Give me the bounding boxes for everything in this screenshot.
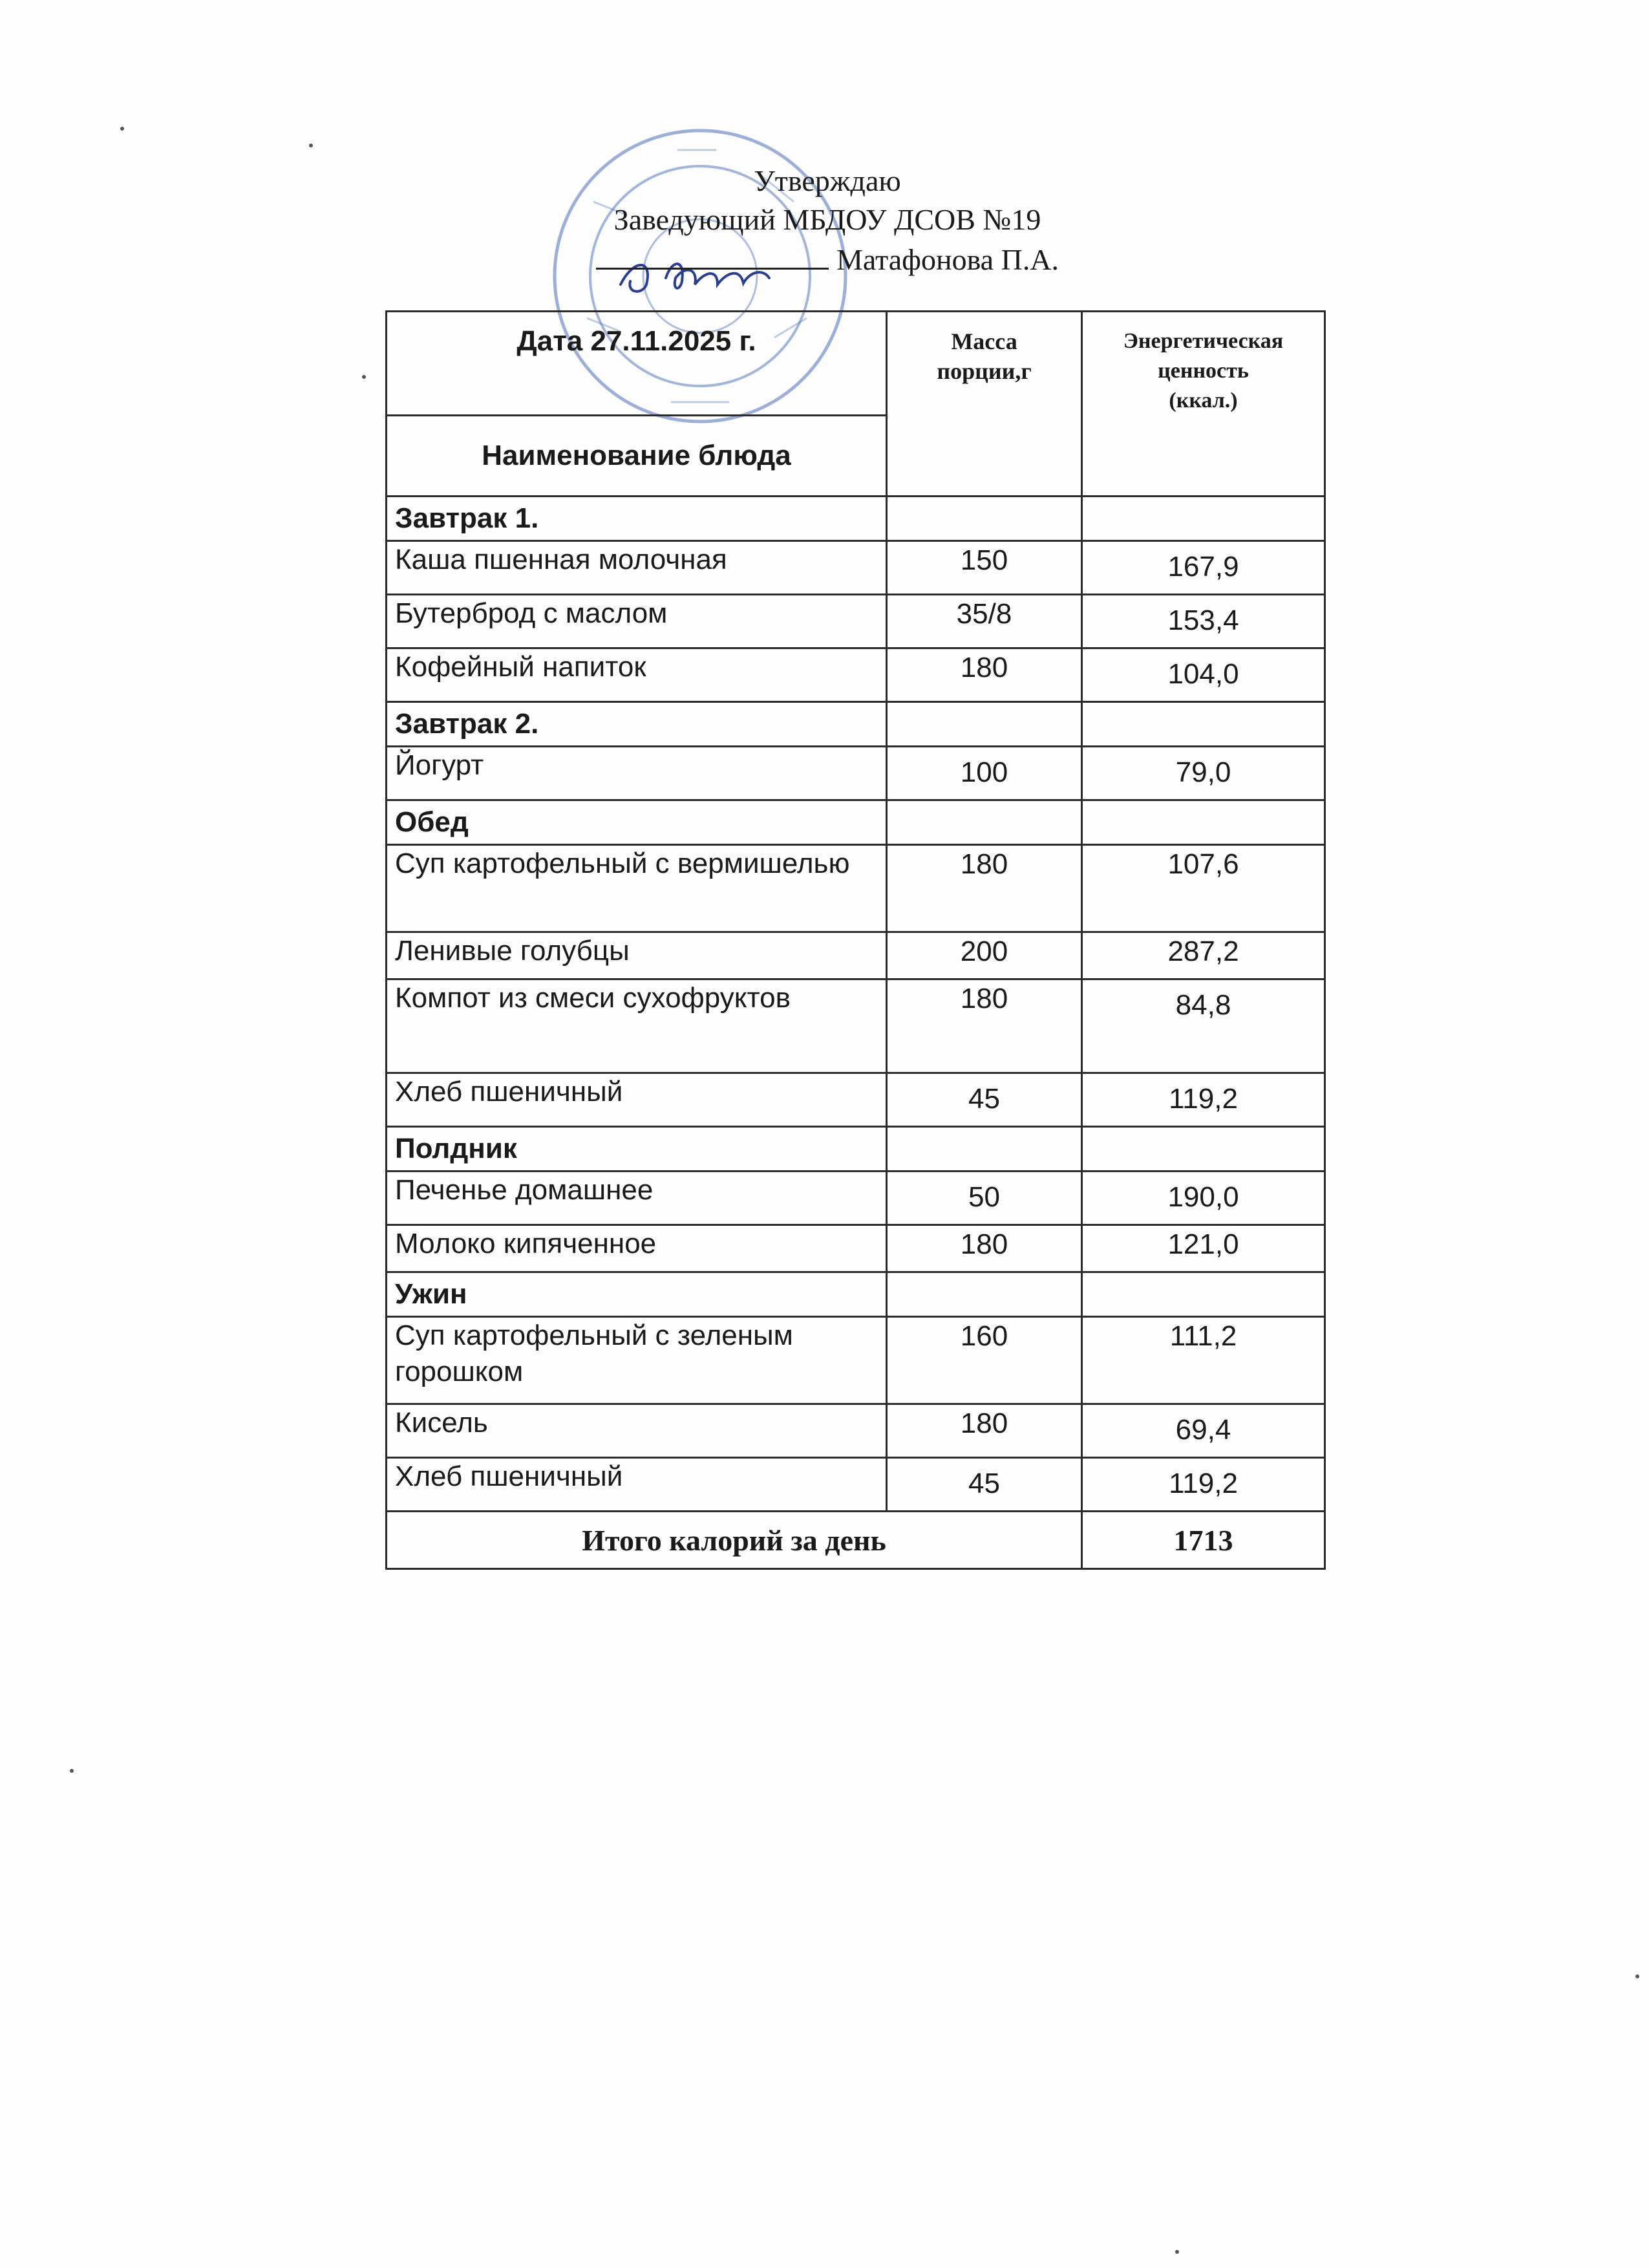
scan-speck <box>1635 1974 1639 1978</box>
table-row <box>387 845 1325 932</box>
table-row <box>387 541 1325 595</box>
dish-energy: 153,4 <box>1082 595 1325 648</box>
total-value: 1713 <box>1082 1512 1325 1569</box>
dish-energy: 287,2 <box>1082 932 1325 979</box>
section-title: Завтрак 1. <box>387 497 887 541</box>
menu-date: Дата 27.11.2025 г. <box>387 312 887 416</box>
table-row <box>387 595 1325 648</box>
section-row <box>387 702 1325 747</box>
mass-header-line1: Масса <box>951 328 1017 354</box>
dish-name: Ленивые голубцы <box>387 932 887 979</box>
energy-header <box>1082 312 1325 497</box>
approval-signature-line <box>504 239 1151 279</box>
dish-energy: 111,2 <box>1082 1317 1325 1404</box>
dish-energy: 107,6 <box>1082 845 1325 932</box>
dish-mass: 35/8 <box>887 595 1082 648</box>
table-row <box>387 1171 1325 1225</box>
dish-name-header: Наименование блюда <box>387 416 887 497</box>
scan-speck <box>362 375 366 379</box>
dish-name: Хлеб пшеничный <box>387 1458 887 1512</box>
section-row <box>387 497 1325 541</box>
dish-energy: 119,2 <box>1082 1073 1325 1127</box>
section-row <box>387 1127 1325 1171</box>
dish-mass: 180 <box>887 648 1082 702</box>
dish-energy: 69,4 <box>1082 1404 1325 1458</box>
approval-position: Заведующий МБДОУ ДСОВ №19 <box>613 203 1041 236</box>
dish-mass: 45 <box>887 1073 1082 1127</box>
dish-name: Печенье домашнее <box>387 1171 887 1225</box>
energy-header-line3: (ккал.) <box>1169 389 1238 412</box>
dish-name: Каша пшенная молочная <box>387 541 887 595</box>
dish-energy: 167,9 <box>1082 541 1325 595</box>
dish-name: Хлеб пшеничный <box>387 1073 887 1127</box>
dish-mass: 100 <box>887 747 1082 800</box>
energy-header-line2: ценность <box>1158 359 1249 383</box>
approver-name: Матафонова П.А. <box>836 243 1059 276</box>
table-row <box>387 1458 1325 1512</box>
dish-name: Кисель <box>387 1404 887 1458</box>
dish-name: Йогурт <box>387 747 887 800</box>
signature-blank <box>596 239 829 270</box>
total-row <box>387 1512 1325 1569</box>
scan-speck <box>1175 2250 1179 2254</box>
dish-name: Кофейный напиток <box>387 648 887 702</box>
section-title: Полдник <box>387 1127 887 1171</box>
table-row <box>387 1317 1325 1404</box>
dish-name: Суп картофельный с вермишелью <box>387 845 887 932</box>
section-row <box>387 1272 1325 1317</box>
approval-block <box>504 162 1151 279</box>
section-row <box>387 800 1325 845</box>
table-row <box>387 1073 1325 1127</box>
dish-mass: 45 <box>887 1458 1082 1512</box>
dish-mass: 50 <box>887 1171 1082 1225</box>
dish-energy: 190,0 <box>1082 1171 1325 1225</box>
dish-mass: 180 <box>887 979 1082 1073</box>
dish-mass: 160 <box>887 1317 1082 1404</box>
dish-energy: 104,0 <box>1082 648 1325 702</box>
menu-table <box>385 310 1326 1570</box>
scan-speck <box>120 127 124 131</box>
dish-mass: 150 <box>887 541 1082 595</box>
dish-name: Молоко кипяченное <box>387 1225 887 1272</box>
table-row <box>387 979 1325 1073</box>
mass-header-line2: порции,г <box>937 358 1032 384</box>
table-row <box>387 1225 1325 1272</box>
section-title: Обед <box>387 800 887 845</box>
dish-mass: 180 <box>887 1404 1082 1458</box>
table-row <box>387 747 1325 800</box>
scan-speck <box>70 1769 74 1773</box>
total-label: Итого калорий за день <box>387 1512 1082 1569</box>
dish-energy: 121,0 <box>1082 1225 1325 1272</box>
dish-name: Компот из смеси сухофруктов <box>387 979 887 1073</box>
dish-name: Бутерброд с маслом <box>387 595 887 648</box>
dish-energy: 79,0 <box>1082 747 1325 800</box>
header-row-date <box>387 312 1325 416</box>
dish-mass: 180 <box>887 1225 1082 1272</box>
section-title: Завтрак 2. <box>387 702 887 747</box>
scan-speck <box>309 144 313 147</box>
approval-title: Утверждаю <box>754 164 901 197</box>
energy-header-line1: Энергетическая <box>1123 329 1284 353</box>
mass-header <box>887 312 1082 497</box>
table-row <box>387 932 1325 979</box>
dish-mass: 200 <box>887 932 1082 979</box>
dish-name: Суп картофельный с зеленым горошком <box>387 1317 887 1404</box>
table-row <box>387 648 1325 702</box>
dish-energy: 84,8 <box>1082 979 1325 1073</box>
dish-mass: 180 <box>887 845 1082 932</box>
dish-energy: 119,2 <box>1082 1458 1325 1512</box>
section-title: Ужин <box>387 1272 887 1317</box>
table-row <box>387 1404 1325 1458</box>
